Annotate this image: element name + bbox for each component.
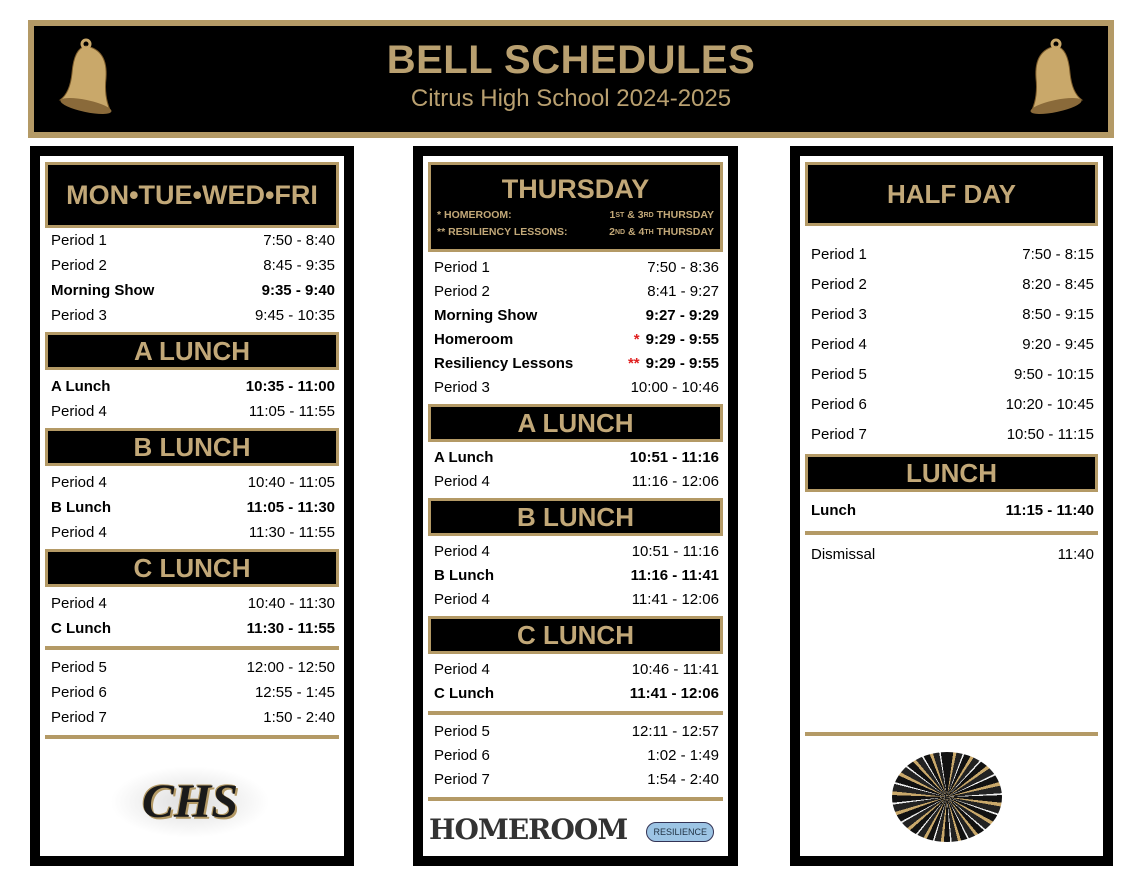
period-label: Period 4 <box>811 336 867 353</box>
note-marker: * <box>633 331 640 348</box>
period-time: * 9:29 - 9:55 <box>633 331 719 348</box>
schedule-row <box>428 304 723 328</box>
schedule-row <box>428 446 723 470</box>
schedule-row <box>45 680 339 705</box>
schedule-row <box>805 540 1098 570</box>
period-label: Period 5 <box>811 366 867 383</box>
period-label: Resiliency Lessons <box>434 355 574 372</box>
period-label: A Lunch <box>434 449 494 466</box>
period-label: Period 4 <box>434 473 490 490</box>
schedule-row <box>805 390 1098 420</box>
schedule-row <box>428 588 723 612</box>
period-label: Period 4 <box>51 524 107 541</box>
schedule-row <box>805 300 1098 330</box>
period-time: 10:51 - 11:16 <box>631 543 719 560</box>
schedule-row <box>428 720 723 744</box>
page-title: BELL SCHEDULES <box>386 38 756 82</box>
resiliency-note: ** RESILIENCY LESSONS: 2ND & 4TH THURSDAY <box>431 224 720 241</box>
schedule-row <box>45 495 339 520</box>
period-label: Period 3 <box>811 306 867 323</box>
schedule-row <box>45 228 339 253</box>
divider <box>805 531 1098 535</box>
period-time: 10:50 - 11:15 <box>1006 426 1094 443</box>
period-label: Morning Show <box>51 282 155 299</box>
column-header <box>428 162 723 252</box>
period-time: 9:27 - 9:29 <box>645 307 719 324</box>
schedule-row <box>45 591 339 616</box>
period-label: Period 3 <box>434 379 490 396</box>
schedule-row <box>428 768 723 792</box>
schedule-row <box>805 420 1098 450</box>
note-label: * HOMEROOM: <box>437 209 512 221</box>
period-label: Period 4 <box>434 543 490 560</box>
schedule-row <box>805 496 1098 526</box>
homeroom-note: * HOMEROOM: 1ST & 3RD THURSDAY <box>431 207 720 224</box>
schedule-row <box>45 470 339 495</box>
schedule-row <box>45 655 339 680</box>
period-time: 8:20 - 8:45 <box>1022 276 1094 293</box>
period-time: ** 9:29 - 9:55 <box>627 355 719 372</box>
period-label: Period 1 <box>434 259 490 276</box>
period-label: Period 4 <box>51 403 107 420</box>
schedule-row <box>45 374 339 399</box>
column-header: MON•TUE•WED•FRI <box>45 162 339 228</box>
period-time: 9:20 - 9:45 <box>1022 336 1094 353</box>
note-label: ** RESILIENCY LESSONS: <box>437 226 568 238</box>
period-label: Period 6 <box>811 396 867 413</box>
period-label: Period 7 <box>811 426 867 443</box>
period-label: Morning Show <box>434 307 538 324</box>
period-time: 10:40 - 11:05 <box>247 474 335 491</box>
period-label: Period 6 <box>434 747 490 764</box>
schedule-row <box>805 240 1098 270</box>
schedule-row <box>428 256 723 280</box>
period-time: 11:30 - 11:55 <box>248 524 335 541</box>
period-time: 10:40 - 11:30 <box>247 595 335 612</box>
period-label: Period 1 <box>811 246 867 263</box>
period-time: 11:41 - 12:06 <box>629 685 719 702</box>
schedule-row <box>428 744 723 768</box>
lunch-section-header: B LUNCH <box>45 428 339 466</box>
regular-schedule-column <box>30 146 354 866</box>
period-time: 11:05 - 11:55 <box>248 403 335 420</box>
period-time: 12:00 - 12:50 <box>246 659 335 676</box>
divider <box>45 735 339 739</box>
lunch-section-header: C LUNCH <box>428 616 723 654</box>
lunch-section-header: C LUNCH <box>45 549 339 587</box>
period-time: 11:16 - 11:41 <box>630 567 719 584</box>
period-label: Homeroom <box>434 331 514 348</box>
schedule-row <box>428 540 723 564</box>
bell-icon <box>1016 38 1086 118</box>
schedule-row <box>428 564 723 588</box>
period-label: Period 2 <box>811 276 867 293</box>
schedule-row <box>45 705 339 730</box>
title-banner <box>28 20 1114 138</box>
period-label: Period 7 <box>51 709 107 726</box>
period-label: C Lunch <box>51 620 111 637</box>
schedule-row <box>428 658 723 682</box>
period-time: 8:45 - 9:35 <box>263 257 335 274</box>
schedule-row <box>428 328 723 352</box>
lunch-section-header: A LUNCH <box>45 332 339 370</box>
divider <box>805 732 1098 736</box>
period-time: 7:50 - 8:15 <box>1022 246 1094 263</box>
schedule-row <box>45 278 339 303</box>
divider <box>45 646 339 650</box>
period-time: 1:50 - 2:40 <box>263 709 335 726</box>
period-time: 11:40 <box>1057 546 1094 563</box>
period-label: Period 5 <box>51 659 107 676</box>
period-label: Period 4 <box>434 591 490 608</box>
period-label: Period 4 <box>51 474 107 491</box>
period-time: 10:20 - 10:45 <box>1005 396 1094 413</box>
period-label: Period 3 <box>51 307 107 324</box>
page-subtitle: Citrus High School 2024-2025 <box>410 85 732 112</box>
period-time: 9:50 - 10:15 <box>1013 366 1094 383</box>
period-time: 12:11 - 12:57 <box>631 723 719 740</box>
schedule-row <box>805 270 1098 300</box>
period-label: B Lunch <box>51 499 111 516</box>
period-time: 11:41 - 12:06 <box>631 591 719 608</box>
period-label: Period 4 <box>51 595 107 612</box>
schedule-row <box>45 520 339 545</box>
period-label: Period 7 <box>434 771 490 788</box>
period-label: A Lunch <box>51 378 111 395</box>
period-time: 8:50 - 9:15 <box>1022 306 1094 323</box>
schedule-row <box>45 303 339 328</box>
pompom-image <box>892 752 1002 842</box>
schedule-row <box>805 360 1098 390</box>
schedule-row <box>45 399 339 424</box>
period-label: C Lunch <box>434 685 494 702</box>
period-time: 10:35 - 11:00 <box>245 378 335 395</box>
note-marker: ** <box>627 355 640 372</box>
period-time: 1:54 - 2:40 <box>647 771 719 788</box>
schedule-row <box>45 616 339 641</box>
period-time: 10:00 - 10:46 <box>630 379 719 396</box>
period-time: 9:45 - 10:35 <box>254 307 335 324</box>
period-time: 11:15 - 11:40 <box>1005 502 1094 519</box>
period-label: B Lunch <box>434 567 494 584</box>
homeroom-logo: HOMEROOM <box>429 813 628 846</box>
period-time: 8:41 - 9:27 <box>647 283 719 300</box>
resilience-logo: RESILIENCE <box>646 822 714 842</box>
period-time: 11:05 - 11:30 <box>246 499 335 516</box>
period-time: 7:50 - 8:40 <box>263 232 335 249</box>
period-label: Period 2 <box>434 283 490 300</box>
lunch-section-header: B LUNCH <box>428 498 723 536</box>
period-label: Period 2 <box>51 257 107 274</box>
schedule-row <box>428 280 723 304</box>
period-label: Period 6 <box>51 684 107 701</box>
column-header: HALF DAY <box>805 162 1098 226</box>
schedule-row <box>428 352 723 376</box>
lunch-section-header: LUNCH <box>805 454 1098 492</box>
bell-icon <box>56 38 126 118</box>
period-label: Lunch <box>811 502 856 519</box>
lunch-section-header: A LUNCH <box>428 404 723 442</box>
period-time: 10:46 - 11:41 <box>631 661 719 678</box>
schedule-row <box>428 470 723 494</box>
column-title: THURSDAY <box>501 174 650 204</box>
period-label: Dismissal <box>811 546 876 563</box>
period-time: 7:50 - 8:36 <box>647 259 719 276</box>
period-label: Period 5 <box>434 723 490 740</box>
period-time: 9:35 - 9:40 <box>261 282 335 299</box>
period-time: 11:30 - 11:55 <box>246 620 335 637</box>
period-label: Period 1 <box>51 232 107 249</box>
schedule-row <box>428 682 723 706</box>
half-day-schedule-column <box>790 146 1113 866</box>
period-label: Period 4 <box>434 661 490 678</box>
period-time: 1:02 - 1:49 <box>647 747 719 764</box>
period-time: 10:51 - 11:16 <box>629 449 719 466</box>
schedule-row <box>428 376 723 400</box>
chs-logo: CHS <box>110 766 270 838</box>
schedule-row <box>805 330 1098 360</box>
period-time: 11:16 - 12:06 <box>631 473 719 490</box>
divider <box>428 797 723 801</box>
thursday-schedule-column <box>413 146 738 866</box>
schedule-row <box>45 253 339 278</box>
divider <box>428 711 723 715</box>
period-time: 12:55 - 1:45 <box>254 684 335 701</box>
